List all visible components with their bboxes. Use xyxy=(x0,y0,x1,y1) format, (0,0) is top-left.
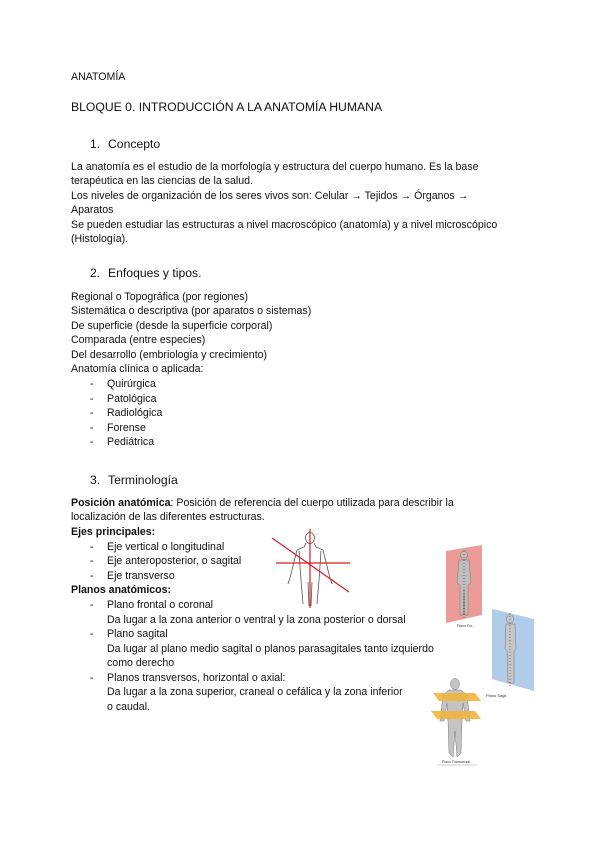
plano-desc: Da lugar al plano medio sagital o planos parasagitales tanto izquierdo xyxy=(107,643,434,655)
sagittal-plane-caption: Plano Sagit. xyxy=(486,693,508,698)
eje-item: Eje transverso xyxy=(107,570,175,582)
bullet-dash: - xyxy=(90,541,94,553)
plano-desc: como derecho xyxy=(107,657,175,669)
paragraph-line: terapéutica en las ciencias de la salud. xyxy=(71,175,253,187)
section-3-title: Terminología xyxy=(108,473,178,487)
block-title: BLOQUE 0. INTRODUCCIÓN A LA ANATOMÍA HUMANA xyxy=(71,100,383,114)
list-line: Comparada (entre especies) xyxy=(71,334,206,346)
plano-desc: o caudal. xyxy=(107,701,150,713)
bullet-dash: - xyxy=(90,378,94,390)
plano-desc: Da lugar a la zona superior, craneal o cefálica y la zona inferior xyxy=(107,686,403,698)
paragraph-line: (Histología). xyxy=(71,233,129,245)
sagittal-plane-figure xyxy=(488,605,540,695)
frontal-plane-figure xyxy=(440,543,492,629)
section-2-number: 2. xyxy=(90,266,101,280)
paragraph-line: La anatomía es el estudio de la morfología y estructura del cuerpo humano. Es la base xyxy=(71,161,479,173)
list-line: Del desarrollo (embriología y crecimiento) xyxy=(71,349,268,361)
bullet-dash: - xyxy=(90,422,94,434)
ejes-label: Ejes principales: xyxy=(71,526,156,538)
posicion-label: Posición anatómica xyxy=(71,497,171,509)
plano-name: Plano frontal o coronal xyxy=(107,599,214,611)
bullet-dash: - xyxy=(90,393,94,405)
bullet-dash: - xyxy=(90,407,94,419)
list-line: Anatomía clínica o aplicada: xyxy=(71,363,204,375)
transverse-plane-figure xyxy=(425,675,485,769)
posicion-text: : Posición de referencia del cuerpo utilizada para describir la xyxy=(170,497,454,509)
transverse-plane-caption: Plano Transversal xyxy=(442,760,471,764)
bullet-item: Radiológica xyxy=(107,407,163,419)
paragraph-line: Aparatos xyxy=(71,204,114,216)
plano-desc: Da lugar a la zona anterior o ventral y la zona posterior o dorsal xyxy=(107,614,406,626)
bullet-item: Quirúrgica xyxy=(107,378,156,390)
eje-item: Eje anteroposterior, o sagital xyxy=(107,555,242,567)
frontal-plane-caption: Plano Fro.. xyxy=(457,624,475,628)
section-1-title: Concepto xyxy=(108,137,161,151)
list-line: Sistemática o descriptiva (por aparatos o sistemas) xyxy=(71,305,312,317)
section-3-number: 3. xyxy=(90,473,101,487)
plano-name: Planos transversos, horizontal o axial: xyxy=(107,672,286,684)
section-2-title: Enfoques y tipos. xyxy=(108,266,202,280)
bullet-dash: - xyxy=(90,570,94,582)
planos-label: Planos anatómicos: xyxy=(71,584,172,596)
section-1-number: 1. xyxy=(90,137,101,151)
posicion-line-2: localización de las diferentes estructuras. xyxy=(71,511,265,523)
bullet-dash: - xyxy=(90,436,94,448)
anatomical-axes-figure xyxy=(268,528,352,610)
transverse-plane-upper-shape xyxy=(433,693,481,701)
list-line: De superficie (desde la superficie corporal) xyxy=(71,320,273,332)
bullet-dash: - xyxy=(90,555,94,567)
document-title: ANATOMÍA xyxy=(71,71,126,83)
bullet-item: Patológica xyxy=(107,393,157,405)
paragraph-line: Los niveles de organización de los seres vivos son: Celular → Tejidos → Órganos → xyxy=(71,190,469,202)
bullet-item: Forense xyxy=(107,422,146,434)
plano-name: Plano sagital xyxy=(107,628,168,640)
bullet-dash: - xyxy=(90,628,94,640)
transverse-plane-lower-shape xyxy=(431,711,481,719)
bullet-item: Pediátrica xyxy=(107,436,155,448)
paragraph-line: Se pueden estudiar las estructuras a nivel macroscópico (anatomía) y a nivel microscópico xyxy=(71,219,498,231)
eje-item: Eje vertical o longitudinal xyxy=(107,541,225,553)
bullet-dash: - xyxy=(90,599,94,611)
list-line: Regional o Topográfica (por regiones) xyxy=(71,291,249,303)
bullet-dash: - xyxy=(90,672,94,684)
posicion-line xyxy=(71,496,454,511)
